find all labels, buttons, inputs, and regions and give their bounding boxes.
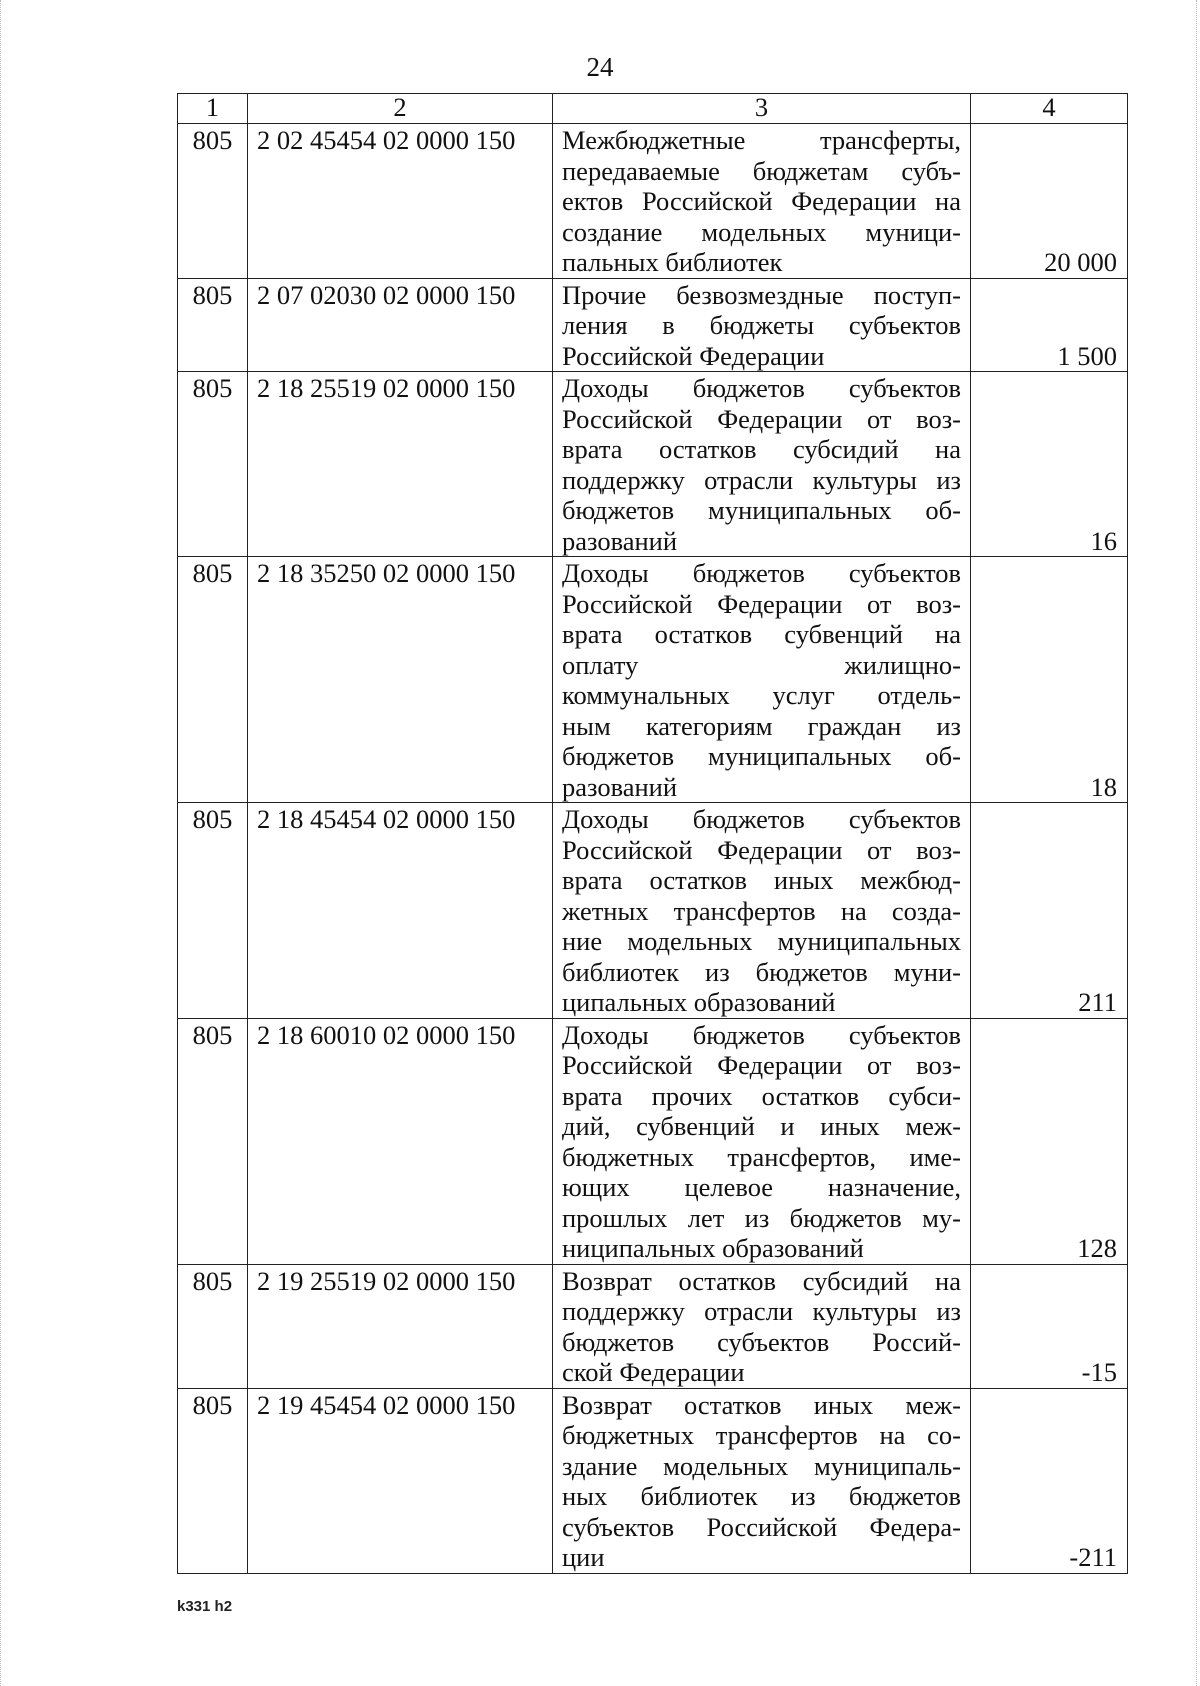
description-line: разований (562, 525, 678, 556)
scan-edge-right (1196, 0, 1198, 1686)
description-line: врата остатков субсидий на (562, 434, 961, 464)
admin-code-cell: 805 (178, 1388, 248, 1573)
admin-code-cell: 805 (178, 372, 248, 557)
amount-cell: 211 (971, 803, 1128, 1019)
description-line: передаваемые бюджетам субъ- (562, 155, 961, 186)
description-line: бюджетных трансфертов на со- (562, 1420, 961, 1450)
description-line: ления в бюджеты субъектов (562, 310, 961, 340)
admin-code-cell: 805 (178, 124, 248, 279)
description-line: врата прочих остатков субси- (562, 1080, 961, 1111)
amount-cell: 128 (971, 1018, 1128, 1264)
description-line: ектов Российской Федерации на (562, 186, 961, 216)
document-footer-code: k331 h2 (177, 1598, 233, 1615)
budget-table-container (177, 93, 1127, 1574)
table-row (178, 372, 1128, 557)
budget-revenue-table (177, 93, 1128, 1574)
admin-code-cell: 805 (178, 557, 248, 803)
description-cell (553, 1388, 971, 1573)
column-header-4: 4 (971, 94, 1128, 124)
table-header-row (178, 94, 1128, 124)
income-code-cell: 2 19 25519 02 0000 150 (248, 1264, 553, 1388)
table-row (178, 278, 1128, 372)
income-code-cell: 2 18 35250 02 0000 150 (248, 557, 553, 803)
description-cell (553, 372, 971, 557)
amount-cell: 1 500 (971, 278, 1128, 372)
column-header-3: 3 (553, 94, 971, 124)
description-line: Российской Федерации от воз- (562, 588, 961, 619)
amount-cell: 18 (971, 557, 1128, 803)
income-code-cell: 2 02 45454 02 0000 150 (248, 124, 553, 279)
description-line: поддержку отрасли культуры из (562, 1296, 961, 1326)
description-line: Прочие безвозмездные поступ- (562, 279, 961, 310)
description-line: ской Федерации (562, 1357, 745, 1387)
column-header-1: 1 (178, 94, 248, 124)
table-row (178, 803, 1128, 1019)
table-row (178, 557, 1128, 803)
description-line: коммунальных услуг отдель- (562, 680, 961, 710)
table-body (178, 124, 1128, 1574)
admin-code-cell: 805 (178, 803, 248, 1019)
description-line: библиотек из бюджетов муни- (562, 956, 961, 987)
description-cell (553, 803, 971, 1019)
description-line: оплату жилищно- (562, 649, 961, 680)
table-row (178, 124, 1128, 279)
description-line: жетных трансфертов на созда- (562, 895, 961, 926)
description-cell (553, 1264, 971, 1388)
description-line: Российской Федерации (562, 340, 825, 371)
description-line: ным категориям граждан из (562, 710, 961, 741)
amount-cell: 20 000 (971, 124, 1128, 279)
income-code-cell: 2 19 45454 02 0000 150 (248, 1388, 553, 1573)
column-header-2: 2 (248, 94, 553, 124)
description-line: ние модельных муниципальных (562, 926, 961, 956)
description-cell (553, 1018, 971, 1264)
description-line: Доходы бюджетов субъектов (562, 1019, 961, 1050)
description-line: бюджетов муниципальных об- (562, 495, 961, 525)
description-line: Доходы бюджетов субъектов (562, 558, 961, 588)
description-line: ципальных образований (562, 987, 836, 1017)
income-code-cell: 2 18 45454 02 0000 150 (248, 803, 553, 1019)
description-line: Российской Федерации от воз- (562, 403, 961, 434)
income-code-cell: 2 18 60010 02 0000 150 (248, 1018, 553, 1264)
description-line: Межбюджетные трансферты, (562, 125, 961, 155)
description-cell (553, 124, 971, 279)
amount-cell: 16 (971, 372, 1128, 557)
description-line: бюджетных трансфертов, име- (562, 1141, 961, 1172)
description-line: разований (562, 771, 678, 802)
description-line: создание модельных муници- (562, 216, 961, 247)
description-line: субъектов Российской Федера- (562, 1511, 961, 1542)
description-line: Российской Федерации от воз- (562, 834, 961, 865)
description-cell (553, 278, 971, 372)
description-line: ции (562, 1542, 605, 1572)
description-line: ющих целевое назначение, (562, 1172, 961, 1202)
admin-code-cell: 805 (178, 1264, 248, 1388)
table-row (178, 1018, 1128, 1264)
amount-cell: -211 (971, 1388, 1128, 1573)
description-line: поддержку отрасли культуры из (562, 464, 961, 495)
description-line: ных библиотек из бюджетов (562, 1481, 961, 1511)
admin-code-cell: 805 (178, 1018, 248, 1264)
description-line: пальных библиотек (562, 247, 783, 277)
income-code-cell: 2 07 02030 02 0000 150 (248, 278, 553, 372)
description-line: Российской Федерации от воз- (562, 1050, 961, 1080)
description-line: прошлых лет из бюджетов му- (562, 1202, 961, 1233)
description-line: здание модельных муниципаль- (562, 1450, 961, 1481)
table-row (178, 1264, 1128, 1388)
description-line: врата остатков субвенций на (562, 619, 961, 649)
description-line: Возврат остатков субсидий на (562, 1265, 961, 1296)
description-line: бюджетов муниципальных об- (562, 741, 961, 771)
scan-edge-left (0, 0, 2, 1686)
page-number: 24 (586, 52, 614, 82)
amount-cell: -15 (971, 1264, 1128, 1388)
description-cell (553, 557, 971, 803)
description-line: дий, субвенций и иных меж- (562, 1111, 961, 1141)
table-row (178, 1388, 1128, 1573)
description-line: ниципальных образований (562, 1233, 864, 1263)
description-line: бюджетов субъектов Россий- (562, 1326, 961, 1357)
income-code-cell: 2 18 25519 02 0000 150 (248, 372, 553, 557)
admin-code-cell: 805 (178, 278, 248, 372)
description-line: Доходы бюджетов субъектов (562, 804, 961, 834)
description-line: Возврат остатков иных меж- (562, 1389, 961, 1420)
description-line: Доходы бюджетов субъектов (562, 373, 961, 403)
description-line: врата остатков иных межбюд- (562, 865, 961, 895)
